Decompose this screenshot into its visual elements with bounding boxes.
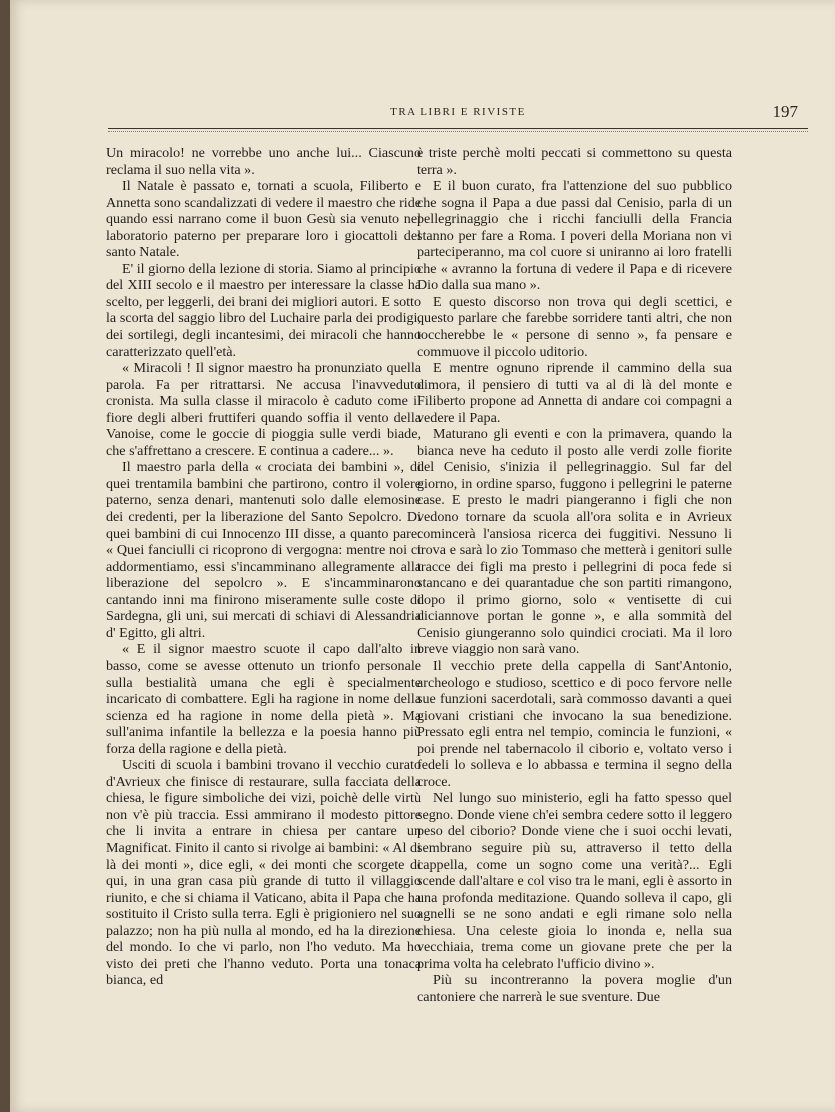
paragraph: « E il signor maestro scuote il capo dall'alto in basso, come se avesse ottenuto un trionfo personale sulla bestialità umana che egli è specialmente incaricato di combattere. Egli ha ragione in nome della scienza ed ha ragione in nome della pietà ». Ma sull'anima infantile la bellezza e la poesia hanno più forza della ragione e della pietà. — [106, 641, 421, 757]
header-rule-dotted — [108, 131, 808, 132]
paragraph: è triste perchè molti peccati si commettono su questa terra ». — [417, 145, 732, 178]
paragraph: Il maestro parla della « crociata dei bambini », di quei trentamila bambini che partirono, contro il volere paterno, senza denari, mantenuti solo dalle elemosine dei credenti, per la liberazione del Santo Sepolcro. Di quei bambini di cui Innocenzo III disse, a quanto pare: « Quei fanciulli ci ricoprono di vergogna: mentre noi ci addormentiamo, essi s'incamminano allegramente alla liberazione del sepolcro ». E s'incamminarono cantando inni ma finirono miseramente sulle coste di Sardegna, gli uni, sui mercati di schiavi di Alessandria d' Egitto, gli altri. — [106, 459, 421, 641]
paragraph: Il vecchio prete della cappella di Sant'Antonio, archeologo e studioso, scettico e di poco fervore nelle sue funzioni sacerdotali, sarà commosso davanti a quei giovani cristiani che invocano la sua benedizione. Pressato egli entra nel tempio, comincia le funzioni, « poi prende nel tabernacolo il ciborio e, voltato verso i fedeli lo solleva e lo abbassa e termina il segno della croce. — [417, 657, 732, 790]
left-column — [106, 145, 421, 989]
paragraph: E questo discorso non trova qui degli scettici, e questo parlare che farebbe sorridere tanti altri, che non toccherebbe le « persone di senno », fa pensare e commuove il piccolo uditorio. — [417, 293, 732, 360]
paragraph: Maturano gli eventi e con la primavera, quando la bianca neve ha ceduto il posto alle verdi zolle fiorite del Cenisio, s'inizia il pellegrinaggio. Sul far del giorno, in ordine sparso, fuggono i pellegrini le paterne case. E presto le madri piangeranno i figli che non vedono tornare da scuola all'ora solita e in Avrieux comincerà l'ansiosa ricerca dei fuggitivi. Nessuno li trova e sarà lo zio Tommaso che metterà i genitori sulle tracce dei figli ma presto i pellegrini di poca fede si stancano e dei quarantadue che son partiti rimangono, dopo il primo giorno, solo « ventisette di cui diciannove portan le gonne », e alla sommità del Cenisio giungeranno solo quindici crociati. Ma il loro breve viaggio non sarà vano. — [417, 426, 732, 658]
paragraph: E il buon curato, fra l'attenzione del suo pubblico che sogna il Papa a due passi dal Cenisio, parla di un pellegrinaggio che i ricchi fanciulli della Francia stanno per fare a Roma. I poveri della Moriana non vi parteciperanno, ma col cuore si uniranno ai loro fratelli che « avranno la fortuna di vedere il Papa e di ricevere Dio dalla sua mano ». — [417, 178, 732, 294]
paragraph: E mentre ognuno riprende il cammino della sua dimora, il pensiero di tutti va al di là del monte e Filiberto propone ad Annetta di andare coi compagni a vedere il Papa. — [417, 360, 732, 426]
paragraph: Usciti di scuola i bambini trovano il vecchio curato d'Avrieux che finisce di restaurare, sulla facciata della chiesa, le figure simboliche dei vizi, poichè delle virtù non v'è più traccia. Essi ammirano il modesto pittore che li invita a entrare in chiesa per cantare un Magnificat. Finito il canto si rivolge ai bambini: « Al di là dei monti », dice egli, « dei monti che scorgete di qui, in una gran casa più grande di tutto il villaggio riunito, e che si chiama il Vaticano, abita il Papa che ha sostituito il Cristo sulla terra. Egli è prigioniero nel suo palazzo; non ha più nulla al mondo, ed ha la direzione del mondo. Io che vi parlo, non l'ho veduto. Ma ho visto dei preti che l'hanno veduto. Porta una tonaca bianca, ed — [106, 757, 421, 989]
paragraph: Nel lungo suo ministerio, egli ha fatto spesso quel segno. Donde viene ch'ei sembra cedere sotto il leggero peso del ciborio? Donde viene che i suoi occhi levati, sembrano seguire più su, attraverso il tetto della cappella, come un sogno come una verità?... Egli scende dall'altare e col viso tra le mani, egli è assorto in una profonda meditazione. Quando solleva il capo, gli agnelli se ne sono andati e egli rimane solo nella chiesa. Una celeste gioia lo inonda e, nella sua vecchiaia, trema come un giovane prete che per la prima volta ha celebrato l'ufficio divino ». — [417, 790, 732, 972]
book-page — [10, 0, 835, 1112]
right-column — [417, 145, 732, 1005]
running-title: TRA LIBRI E RIVISTE — [390, 106, 526, 118]
paragraph: Il Natale è passato e, tornati a scuola, Filiberto e Annetta sono scandalizzati di vedere il maestro che ride quando essi narrano come il buon Gesù sia venuto nel laboratorio paterno per preparare loro i giocattoli del santo Natale. — [106, 178, 421, 261]
paragraph: « Miracoli ! Il signor maestro ha pronunziato quella parola. Fa per ritrattarsi. Ne accusa l'inavveduto cronista. Ma sulla classe il miracolo è caduto come il fiore degli alberi fruttiferi quando soffia il vento della Vanoise, come le goccie di pioggia sulle verdi biade, che s'affrettano a crescere. E continua a cadere... ». — [106, 360, 421, 459]
running-header — [108, 104, 808, 130]
paragraph: Un miracolo! ne vorrebbe uno anche lui... Ciascuno reclama il suo nella vita ». — [106, 145, 421, 178]
header-rule — [108, 128, 808, 129]
paragraph: E' il giorno della lezione di storia. Siamo al principio del XIII secolo e il maestro per interessare la classe ha scelto, per leggerli, dei brani dei migliori autori. E sotto la scorta del saggio libro del Luchaire parla dei prodigi, dei sortilegi, degli incantesimi, dei miracoli che hanno caratterizzato quell'età. — [106, 260, 421, 360]
paragraph: Più su incontreranno la povera moglie d'un cantoniere che narrerà le sue sventure. Due — [417, 972, 732, 1005]
page-number: 197 — [772, 102, 798, 121]
